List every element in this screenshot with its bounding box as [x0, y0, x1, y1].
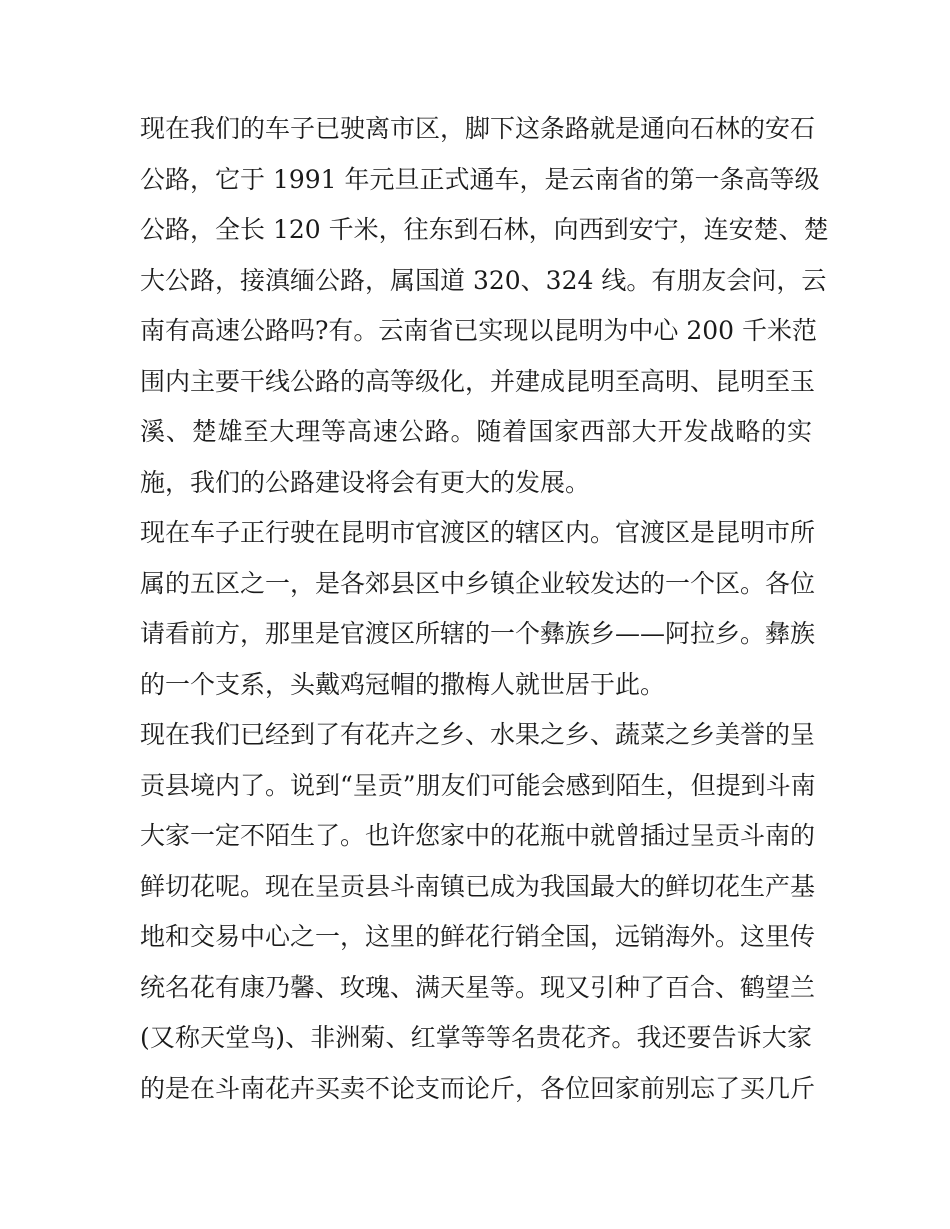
text-line: 属的五区之一，是各郊县区中乡镇企业较发达的一个区。各位	[140, 568, 816, 598]
text-line: 地和交易中心之一，这里的鲜花行销全国，远销海外。这里传	[140, 922, 816, 951]
text-line: 南有高速公路吗?有。云南省已实现以昆明为中心 200 千米范	[140, 316, 818, 345]
text-line: 大家一定不陌生了。也许您家中的花瓶中就曾插过呈贡斗南的	[140, 821, 816, 850]
text-line: 施，我们的公路建设将会有更大的发展。	[140, 467, 591, 497]
text-line: 现在我们已经到了有花卉之乡、水果之乡、蔬菜之乡美誉的呈	[140, 720, 816, 749]
text-line: 贡县境内了。说到“呈贡”朋友们可能会感到陌生，但提到斗南	[140, 770, 816, 800]
text-line: 大公路，接滇缅公路，属国道 320、324 线。有朋友会问，云	[140, 265, 827, 295]
text-line: 溪、楚雄至大理等高速公路。随着国家西部大开发战略的实	[140, 417, 812, 446]
text-line: 现在车子正行驶在昆明市官渡区的辖区内。官渡区是昆明市所	[140, 518, 816, 547]
text-line: 公路，它于 1991 年元旦正式通车，是云南省的第一条高等级	[140, 164, 820, 194]
text-line: 围内主要干线公路的高等级化，并建成昆明至高明、昆明至玉	[140, 366, 816, 396]
paragraph-highway	[140, 104, 829, 508]
text-line: 的是在斗南花卉买卖不论支而论斤，各位回家前别忘了买几斤	[140, 1073, 816, 1103]
paragraph-guandu	[140, 508, 816, 710]
body-text	[140, 104, 829, 1114]
text-line: 现在我们的车子已驶离市区，脚下这条路就是通向石林的安石	[140, 114, 816, 143]
text-line: 鲜切花呢。现在呈贡县斗南镇已成为我国最大的鲜切花生产基	[140, 871, 816, 901]
text-line: 请看前方，那里是官渡区所辖的一个彝族乡——阿拉乡。彝族	[140, 619, 816, 648]
text-line: 的一个支系，头戴鸡冠帽的撒梅人就世居于此。	[140, 669, 666, 699]
paragraph-chenggong	[140, 710, 816, 1114]
text-line: 公路，全长 120 千米，往东到石林，向西到安宁，连安楚、楚	[140, 215, 829, 244]
text-line: 统名花有康乃馨、玫瑰、满天星等。现又引种了百合、鹤望兰	[140, 972, 816, 1002]
text-line: (又称天堂鸟)、非洲菊、红掌等等名贵花齐。我还要告诉大家	[140, 1023, 812, 1052]
